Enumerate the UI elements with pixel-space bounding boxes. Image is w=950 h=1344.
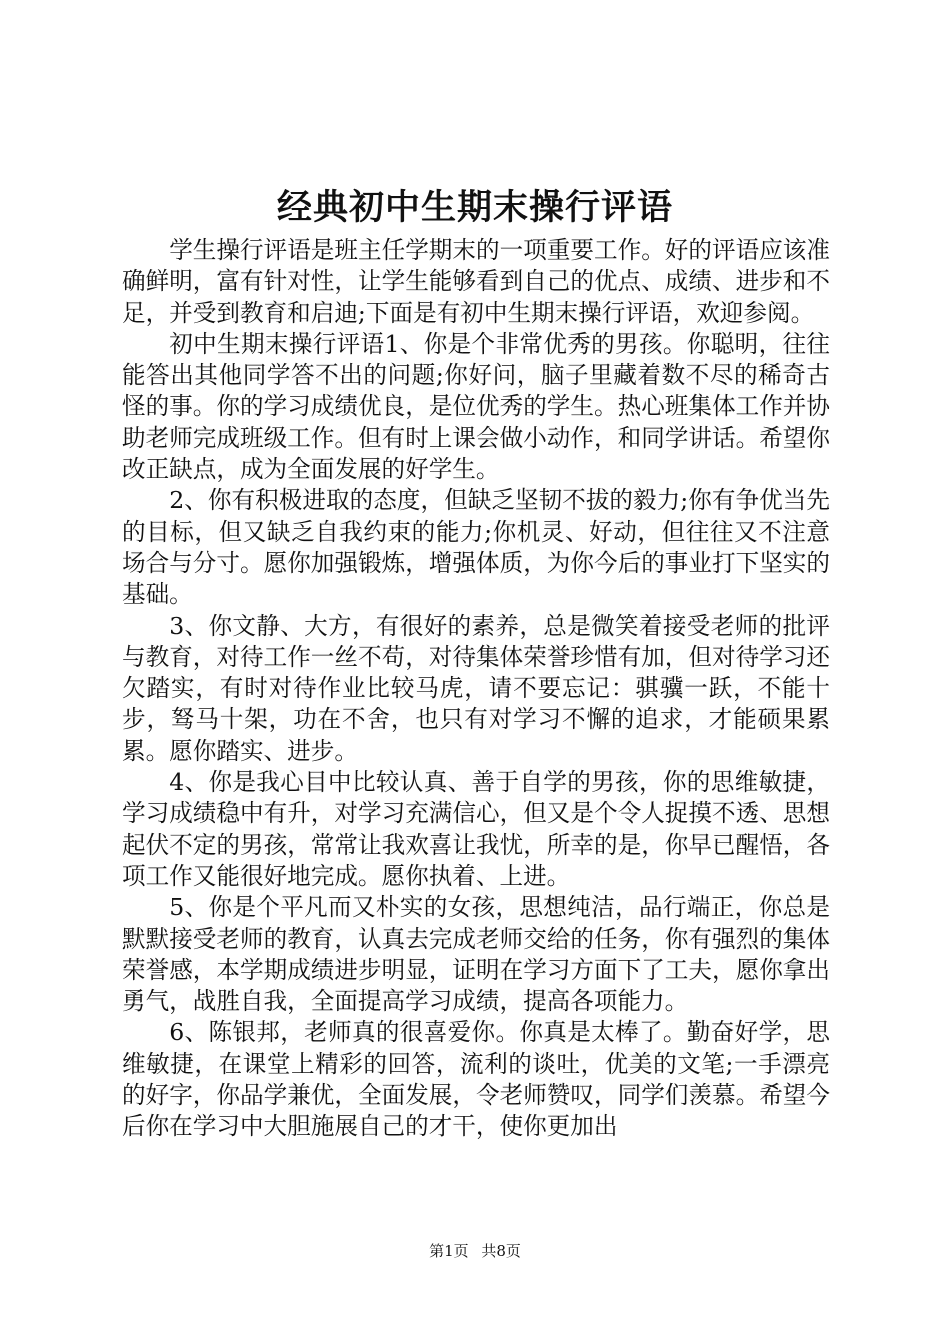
- comment-paragraph-1: 初中生期末操行评语1、你是个非常优秀的男孩。你聪明，往往能答出其他同学答不出的问题;你好问，脑子里藏着数不尽的稀奇古怪的事。你的学习成绩优良，是位优秀的学生。热心班集体工作并协助老师完成班级工作。但有时上课会做小动作，和同学讲话。希望你改正缺点，成为全面发展的好学生。: [122, 329, 830, 484]
- comment-paragraph-2: 2、你有积极进取的态度，但缺乏坚韧不拔的毅力;你有争优当先的目标，但又缺乏自我约束的能力;你机灵、好动，但往往又不注意场合与分寸。愿你加强锻炼，增强体质，为你今后的事业打下坚实的基础。: [122, 486, 830, 609]
- page-number: 第1页: [429, 1242, 469, 1260]
- page-footer: [0, 1241, 950, 1261]
- comment-paragraph-4: 4、你是我心目中比较认真、善于自学的男孩，你的思维敏捷，学习成绩稳中有升，对学习充满信心，但又是个令人捉摸不透、思想起伏不定的男孩，常常让我欢喜让我忧，所幸的是，你早已醒悟，各项工作又能很好地完成。愿你执着、上进。: [122, 768, 830, 890]
- intro-paragraph: 学生操行评语是班主任学期末的一项重要工作。好的评语应该准确鲜明，富有针对性，让学生能够看到自己的优点、成绩、进步和不足，并受到教育和启迪;下面是有初中生期末操行评语，欢迎参阅。: [122, 236, 830, 327]
- comment-paragraph-3: 3、你文静、大方，有很好的素养，总是微笑着接受老师的批评与教育，对待工作一丝不苟，对待集体荣誉珍惜有加，但对待学习还欠踏实，有时对待作业比较马虎，请不要忘记：骐骥一跃，不能十步，驽马十架，功在不舍，也只有对学习不懈的追求，才能硕果累累。愿你踏实、进步。: [122, 611, 830, 765]
- comment-paragraph-6: 6、陈银邦，老师真的很喜爱你。你真是太棒了。勤奋好学，思维敏捷，在课堂上精彩的回答，流利的谈吐，优美的文笔;一手漂亮的好字，你品学兼优，全面发展，令老师赞叹，同学们羡慕。希望今后你在学习中大胆施展自己的才干，使你更加出: [122, 1018, 830, 1141]
- comment-paragraph-5: 5、你是个平凡而又朴实的女孩，思想纯洁，品行端正，你总是默默接受老师的教育，认真去完成老师交给的任务，你有强烈的集体荣誉感，本学期成绩进步明显，证明在学习方面下了工夫，愿你拿出勇气，战胜自我，全面提高学习成绩，提高各项能力。: [122, 893, 830, 1016]
- page-total: 共8页: [481, 1242, 521, 1260]
- document-body: [122, 235, 830, 1143]
- document-title: 经典初中生期末操行评语: [276, 187, 673, 228]
